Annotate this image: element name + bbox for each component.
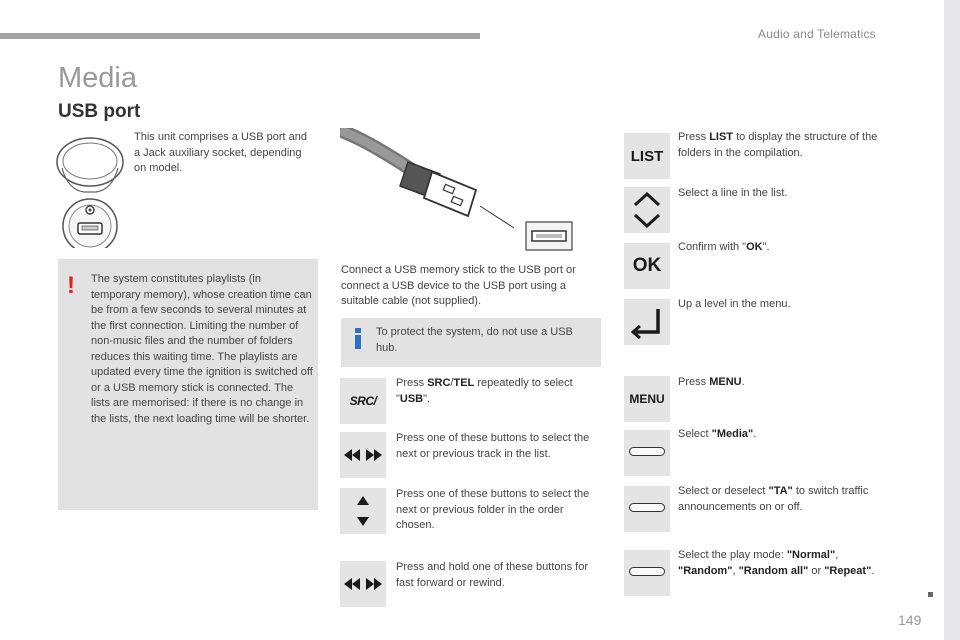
ffwd-step-text: Press and hold one of these buttons for fast forward or rewind. (396, 561, 589, 589)
info-note-text: To protect the system, do not use a USB hub. (376, 326, 573, 354)
end-marker (928, 592, 933, 597)
section-subtitle: USB port (58, 101, 141, 122)
ok-button[interactable] (624, 243, 670, 289)
back-button[interactable] (624, 299, 670, 345)
usb-socket-illustration (52, 128, 132, 248)
page-title: Media (58, 62, 137, 94)
list-button[interactable] (624, 133, 670, 179)
play-mode-text: Select the play mode: "Normal", "Random", "Random all" or "Repeat". (678, 549, 875, 577)
ta-toggle-button[interactable] (624, 486, 670, 532)
media-select-button[interactable] (624, 430, 670, 476)
connect-text: Connect a USB memory stick to the USB port or connect a USB device to the USB port using a suitable cable (not supplied). (341, 264, 576, 307)
select-line-text: Select a line in the list. (678, 187, 788, 199)
warning-note-text: The system constitutes playlists (in temporary memory), whose creation time can be from a few seconds to several minutes at the first connection. Limiting the number of non-music files and the number of folders reduces this waiting time. The playlists are updated every time the ignition is switched off or a USB memory stick is connected. The lists are memorised: if there is no change in the lists, the next loading time will be shorter. (91, 273, 313, 425)
media-step-text: Select "Media". (678, 428, 757, 440)
folder-buttons[interactable] (340, 488, 386, 534)
src-tel-icon: SRC/ (349, 394, 377, 408)
header-rule (0, 33, 480, 39)
src-step-text: Press SRC/TEL repeatedly to select "USB". (396, 377, 573, 405)
prev-next-track-icon (340, 432, 386, 478)
src-tel-button[interactable] (340, 378, 386, 424)
list-step-text: Press LIST to display the structure of the folders in the compilation. (678, 131, 878, 159)
track-step-text: Press one of these buttons to select the next or previous track in the list. (396, 432, 590, 460)
track-buttons[interactable] (340, 432, 386, 478)
chevron-up-down-icon (624, 187, 670, 233)
info-icon (354, 328, 362, 350)
folder-step-text: Press one of these buttons to select the next or previous folder in the order chosen. (396, 488, 590, 531)
up-down-buttons[interactable] (624, 187, 670, 233)
fast-forward-buttons[interactable] (340, 561, 386, 607)
usb-plug-illustration (340, 128, 580, 253)
ok-icon: OK (632, 255, 662, 276)
list-icon: LIST (630, 147, 664, 165)
up-down-folder-icon (340, 488, 386, 534)
return-arrow-icon (624, 299, 670, 345)
up-level-text: Up a level in the menu. (678, 298, 791, 310)
menu-icon: MENU (629, 392, 665, 406)
menu-step-text: Press MENU. (678, 376, 745, 388)
play-mode-button[interactable] (624, 550, 670, 596)
page-number: 149 (898, 612, 922, 628)
ta-step-text: Select or deselect "TA" to switch traffic announcements on or off. (678, 485, 869, 513)
ok-step-text: Confirm with "OK". (678, 241, 770, 253)
section-label: Audio and Telematics (758, 27, 876, 41)
page-edge-strip (944, 0, 960, 640)
rewind-forward-icon (340, 561, 386, 607)
selection-bar-icon (629, 447, 665, 456)
exclamation-icon: ! (67, 272, 75, 299)
menu-button[interactable] (624, 376, 670, 422)
selection-bar-icon (629, 567, 665, 576)
selection-bar-icon (629, 503, 665, 512)
intro-text: This unit comprises a USB port and a Jack auxiliary socket, depending on model. (134, 131, 308, 174)
